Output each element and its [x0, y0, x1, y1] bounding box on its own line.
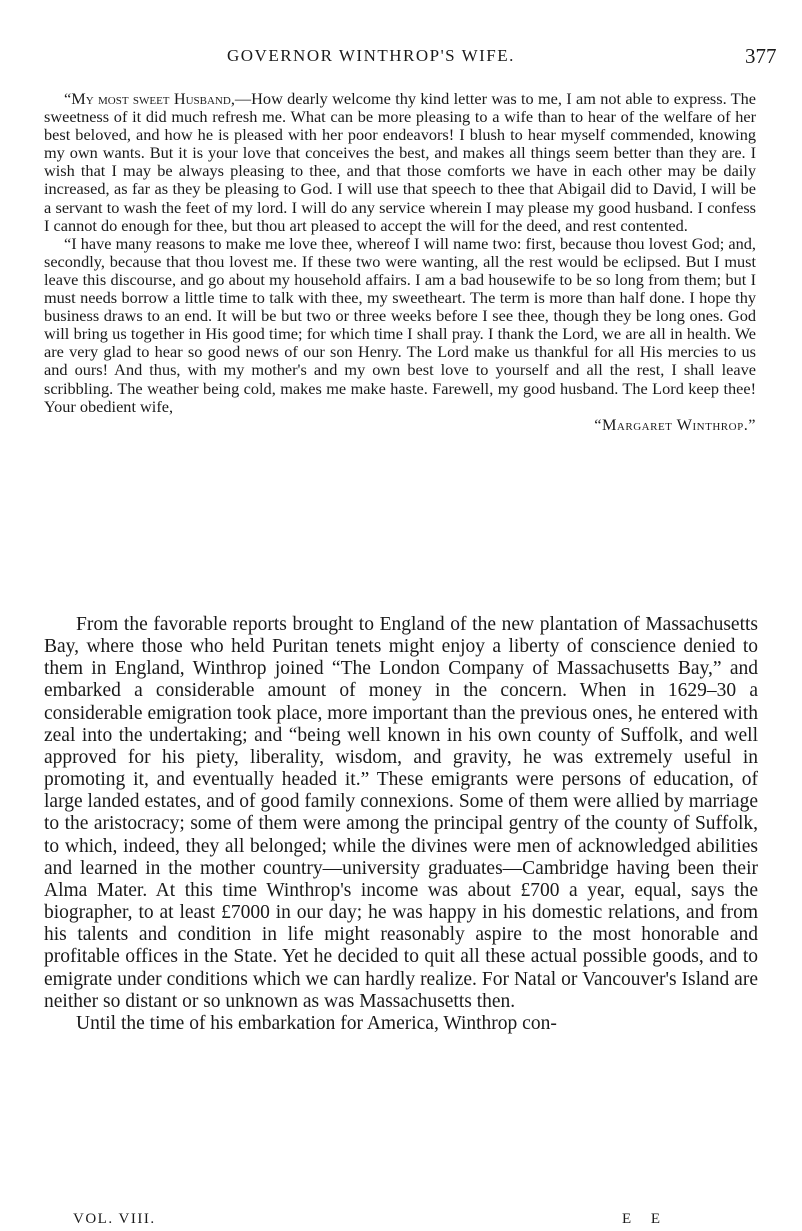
page-footer	[0, 1211, 802, 1231]
letter-block	[44, 90, 756, 434]
letter-paragraph-1: “My most sweet Husband,—How dearly welcome thy kind letter was to me, I am not able to express. The sweetness of it did much refresh me. What can be more pleasing to a wife than to hear of the welfare of her best beloved, and how he is pleased with her poor endeavors! I blush to hear myself commended, knowing my own wants. But it is your love that conceives the best, and makes all things seem better than they are. I wish that I may be always pleasing to thee, and that those comforts we have in each other may be daily increased, as far as they be pleasing to God. I will use that speech to thee that Abigail did to David, I will be a servant to wash the feet of my lord. I will do any service wherein I may please my good husband. I confess I cannot do enough for thee, but thou art pleased to accept the will for the deed, and rest contented.	[44, 89, 756, 235]
body-paragraph-2: Until the time of his embarkation for America, Winthrop con-	[76, 1012, 557, 1034]
page-number: 377	[745, 44, 777, 68]
letter-signature: “Margaret Winthrop.”	[594, 414, 756, 434]
letter-salutation: My most sweet Husband,	[71, 89, 235, 108]
page-header	[0, 46, 802, 76]
main-text	[44, 614, 758, 1035]
running-title: GOVERNOR WINTHROP'S WIFE.	[227, 46, 515, 65]
body-paragraph-1: From the favorable reports brought to England of the new plantation of Massachusetts Bay, where those who held Puritan tenets might enjoy a liberty of conscience denied to them in England, Winthrop joined “The London Company of Massachusetts Bay,” and embarked a considerable amount of money in the concern. When in 1629–30 a considerable emigration took place, more important than the previous ones, he entered with zeal into the undertaking; and “being well known in his own county of Suffolk, and well approved for his piety, liberality, wisdom, and gravity, he was extremely useful in promoting it, and eventually headed it.” These emigrants were persons of education, of large landed estates, and of good family connexions. Some of them were allied by marriage to the aristocracy; some of them were among the principal gentry of the county of Suffolk, to which, indeed, they all belonged; while the divines were men of acknowledged abilities and learned in the mother country—university graduates—Cambridge having been their Alma Mater. At this time Winthrop's income was about £700 a year, equal, says the biographer, to at least £7000 in our day; he was happy in his domestic relations, and from his talents and condition in life might reasonably aspire to the most honorable and profitable offices in the State. Yet he decided to quit all these actual possible goods, and to emigrate under conditions which we can hardly realize. For Natal or Vancouver's Island are neither so distant or so unknown as was Massachusetts then.	[44, 614, 758, 1012]
volume-label: VOL. VIII.	[73, 1211, 156, 1227]
signature-mark: E E	[622, 1211, 669, 1227]
letter-paragraph-1-text: —How dearly welcome thy kind letter was to me, I am not able to express. The sweetness of it did much refresh me. What can be more pleasing to a wife than to hear of the welfare of her best beloved, and how he is pleased with her poor endeavors! I blush to hear myself commended, knowing my own wants. But it is your love that conceives the best, and makes all things seem better than they are. I wish that I may be always pleasing to thee, and that those comforts we have in each other may be daily increased, as far as they be pleasing to God. I will use that speech to thee that Abigail did to David, I will be a servant to wash the feet of my lord. I will do any service wherein I may please my good husband. I confess I cannot do enough for thee, but thou art pleased to accept the will for the deed, and rest contented.	[44, 89, 756, 235]
letter-paragraph-2: “I have many reasons to make me love thee, whereof I will name two: first, because thou lovest God; and, secondly, because that thou lovest me. If these two were wanting, all the rest would be eclipsed. But I must leave this discourse, and go about my household affairs. I am a bad housewife to be so long from them; but I must needs borrow a little time to talk with thee, my sweetheart. The term is more than half done. I hope thy business draws to an end. It will be but two or three weeks before I see thee, though they be long ones. God will bring us together in His good time; for which time I shall pray. I thank the Lord, we are all in health. We are very glad to hear so good news of our son Henry. The Lord make us thankful for all His mercies to us and ours! And thus, with my mother's and my own best love to yourself and all the rest, I shall leave scribbling. The weather being cold, makes me make haste. Farewell, my good husband. The Lord keep thee! Your obedient wife,	[44, 233, 756, 416]
